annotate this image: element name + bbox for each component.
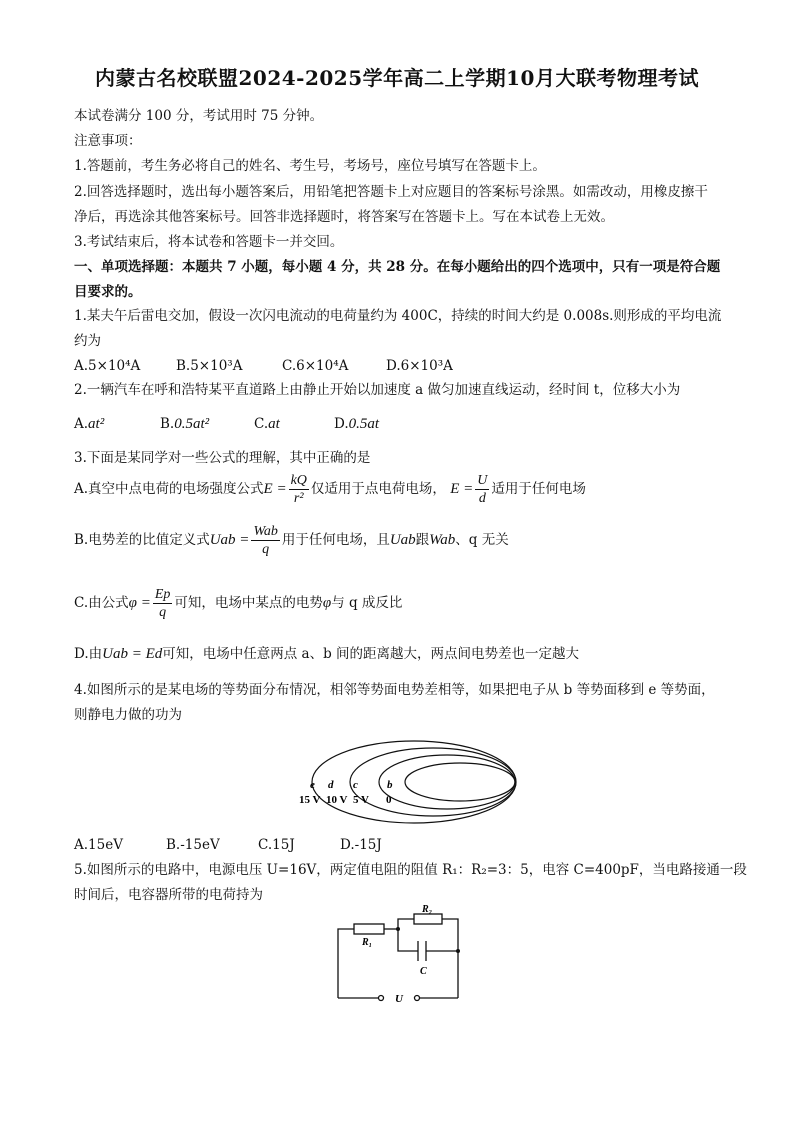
q2-option-c-math: at [268, 416, 280, 432]
q1-options [74, 357, 453, 375]
q1-option-c: C.6×10⁴A [282, 358, 349, 374]
notice-1: 1.答题前，考生务必将自己的姓名、考生号，考场号，座位号填写在答题卡上。 [74, 158, 546, 174]
q3-a-num2: U [477, 473, 488, 488]
q3-option-b [74, 523, 509, 558]
wire-right [442, 919, 458, 998]
q3-a-mid: 仅适用于点电荷电场， [310, 481, 446, 497]
q3-b-u: Uab [389, 532, 416, 548]
q2-stem: 2.一辆汽车在呼和浩特某平直道路上由静止开始以加速度 a 做匀加速直线运动，经时间 t，位移大小为 [74, 382, 681, 398]
q3-a-prefix: A.真空中点电荷的电场强度公式 [74, 481, 264, 497]
q3-option-c [74, 586, 402, 621]
q4-stem-line1: 4.如图所示的是某电场的等势面分布情况，相邻等势面电势差相等，如果把电子从 b 等势面移到 e 等势面， [74, 682, 715, 698]
q2-option-d-label: D. [334, 416, 349, 432]
q3-c-suffix: 与 q 成反比 [331, 595, 403, 611]
q5-stem-line2: 时间后，电容器所带的电荷持为 [74, 887, 263, 903]
q1-option-b: B.5×10³A [176, 358, 243, 374]
q2-option-b [160, 415, 254, 433]
q5-stem-line1: 5.如图所示的电路中，电源电压 U=16V，两定值电阻的阻值 R₁：R₂=3：5，电容 C=400pF，当电路接通一段 [74, 862, 747, 878]
q3-stem: 3.下面是某同学对一些公式的理解，其中正确的是 [74, 450, 371, 466]
q1-stem-line1: 1.某夫午后雷电交加，假设一次闪电流动的电荷量约为 400C，持续的时间大约是 0.008s.则形成的平均电流 [74, 308, 722, 324]
q3-b-w: Wab [429, 532, 456, 548]
q2-option-c-label: C. [254, 416, 269, 432]
q4-option-a: A.15eV [74, 837, 123, 853]
wire-r2-in [398, 919, 414, 929]
q3-a-den: r² [293, 491, 304, 506]
q3-b-gen: 跟 [415, 532, 430, 548]
terminal-left [379, 996, 384, 1001]
equipotential-d [350, 748, 516, 816]
q3-a-suffix: 适用于任何电场 [491, 481, 586, 497]
q3-option-a [74, 472, 586, 507]
circuit-figure [330, 905, 470, 1005]
page-title: 内蒙古名校联盟2024-2025学年高二上学期10月大联考物理考试 [95, 66, 699, 90]
equipotential-b [405, 763, 515, 801]
q2-option-a-math: at² [88, 416, 105, 432]
q4-option-b: B.-15eV [166, 837, 220, 853]
value-e: 15 V [299, 794, 321, 806]
resistor-r2 [414, 914, 442, 924]
terminal-right [415, 996, 420, 1001]
q3-b-prefix: B.电势差的比值定义式 [74, 532, 210, 548]
q2-option-d [334, 415, 379, 433]
q3-c-mid: 可知，电场中某点的电势 [174, 595, 323, 611]
q3-a-lhs: E = [263, 481, 287, 497]
q3-a-den2: d [478, 491, 486, 506]
q2-option-c [254, 415, 334, 433]
value-c: 5 V [353, 794, 369, 806]
equipotential-e [312, 741, 516, 823]
q3-b-lhs: Uab = [209, 532, 250, 548]
q1-stem-line2: 约为 [74, 333, 101, 349]
notice-2-line1: 2.回答选择题时，选出每小题答案后，用铅笔把答题卡上对应题目的答案标号涂黑。如需改动，用橡皮擦干 [74, 184, 708, 200]
q3-b-num: Wab [253, 524, 278, 539]
q4-options [74, 836, 382, 854]
label-r2: R₂ [422, 905, 433, 915]
resistor-r1 [354, 924, 384, 934]
equipotential-figure [290, 736, 520, 828]
q3-option-d [74, 645, 579, 663]
q3-a-num: kQ [290, 473, 307, 488]
notice-heading: 注意事项： [74, 133, 142, 149]
q2-option-a [74, 415, 160, 433]
q3-c-den: q [159, 605, 167, 620]
q1-option-d: D.6×10³A [386, 358, 453, 374]
q2-option-b-label: B. [160, 416, 175, 432]
q3-a-fraction [289, 472, 309, 507]
exam-info: 本试卷满分 100 分，考试用时 75 分钟。 [74, 108, 324, 124]
label-c: C [420, 966, 427, 977]
q4-stem-line2: 则静电力做的功为 [74, 707, 182, 723]
q3-b-suffix: 、q 无关 [455, 532, 509, 548]
q2-option-b-math: 0.5at² [174, 416, 210, 432]
q3-c-fraction [153, 586, 173, 621]
q3-c-num: Ep [154, 587, 171, 602]
q3-d-prefix: D.由 [74, 646, 103, 662]
q3-c-phi: φ [322, 595, 332, 611]
q2-option-d-math: 0.5at [348, 416, 380, 432]
notice-2-line2: 净后，再选涂其他答案标号。回答非选择题时，将答案写在答题卡上。写在本试卷上无效。 [74, 209, 614, 225]
label-c: c [353, 779, 358, 791]
q3-b-mid: 用于任何电场，且 [281, 532, 390, 548]
q2-option-a-label: A. [74, 416, 89, 432]
q4-option-d: D.-15J [340, 837, 382, 853]
notice-3: 3.考试结束后，将本试卷和答题卡一并交回。 [74, 234, 344, 250]
label-d: d [328, 779, 334, 791]
q3-b-den: q [262, 542, 270, 557]
q3-d-suffix: 可知，电场中任意两点 a、b 间的距离越大，两点间电势差也一定越大 [162, 646, 580, 662]
section-heading-line1: 一、单项选择题：本题共 7 小题，每小题 4 分，共 28 分。在每小题给出的四个选项中，只有一项是符合题 [74, 259, 721, 275]
q3-a-fraction2 [475, 472, 489, 507]
wire-left [338, 929, 354, 998]
label-b: b [387, 779, 393, 791]
section-heading-line2: 目要求的。 [74, 284, 142, 300]
q3-c-lhs: φ = [128, 595, 151, 611]
label-e: e [310, 779, 315, 791]
junction-node [396, 927, 400, 931]
q3-d-eq: Uab = Ed [102, 646, 163, 662]
q3-b-fraction [251, 523, 279, 558]
q2-options [74, 415, 379, 433]
value-b: 0 [386, 794, 392, 806]
junction-node-right [456, 949, 460, 953]
label-r1: R₁ [362, 937, 373, 948]
label-u: U [395, 993, 403, 1005]
q4-option-c: C.15J [258, 837, 295, 853]
wire-cap-in [398, 929, 418, 951]
q3-c-prefix: C.由公式 [74, 595, 129, 611]
value-d: 10 V [326, 794, 348, 806]
q1-option-a: A.5×10⁴A [74, 358, 141, 374]
q3-a-lhs2: E = [450, 481, 474, 497]
